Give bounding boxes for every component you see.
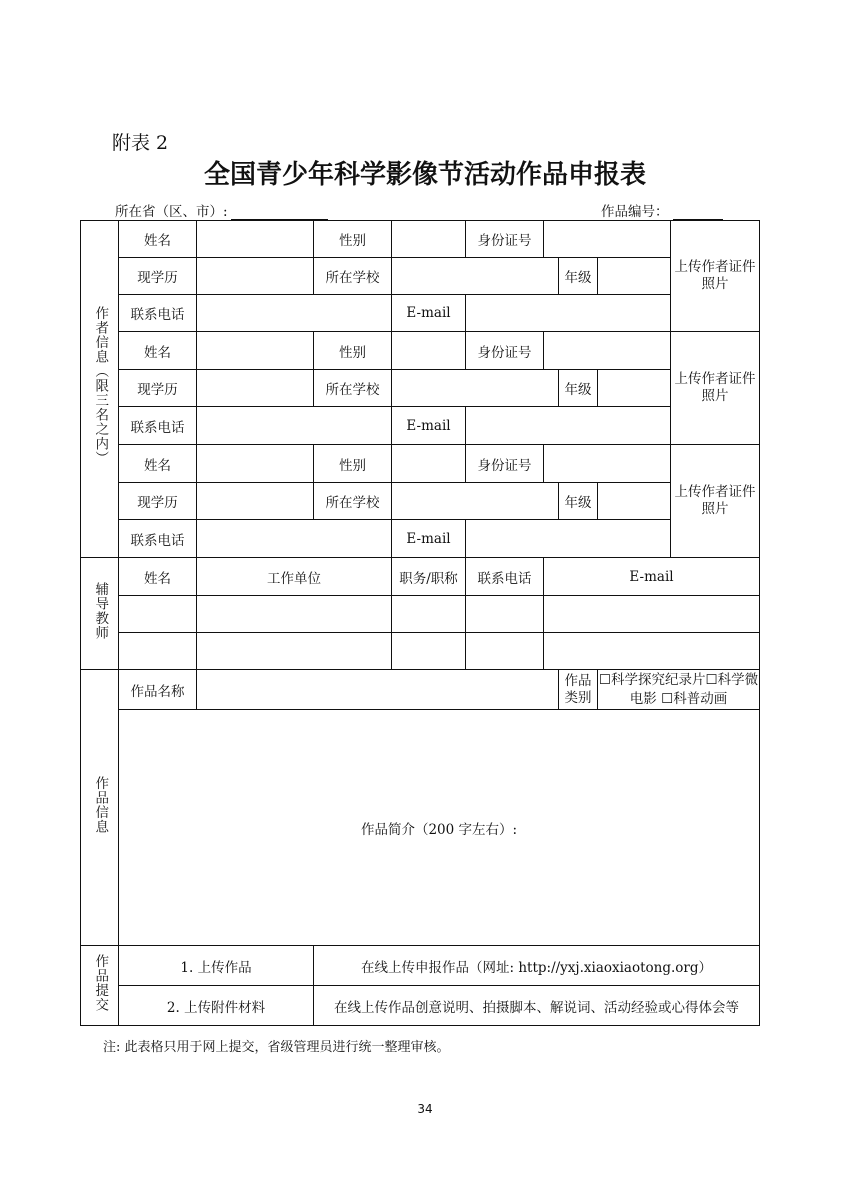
author-phone-cell	[197, 295, 392, 332]
submit-desc: 在线上传作品创意说明、拍摄脚本、解说词、活动经验或心得体会等	[314, 986, 760, 1026]
teacher-header-email: E-mail	[544, 558, 760, 596]
author-grade-cell	[598, 258, 671, 295]
teacher-cell	[466, 633, 544, 670]
author-gender-cell	[392, 221, 466, 258]
author-phone-label: 联系电话	[119, 520, 197, 558]
page-number: 34	[417, 1102, 433, 1116]
teacher-header-row	[81, 558, 760, 596]
author-email-cell	[466, 407, 671, 445]
author-3-row-1	[81, 445, 760, 483]
author-email-cell	[466, 520, 671, 558]
author-education-cell	[197, 370, 314, 407]
author-education-label: 现学历	[119, 483, 197, 520]
author-id-cell	[544, 445, 671, 483]
teacher-row-2	[81, 633, 760, 670]
work-intro-cell: 作品简介（200 字左右）:	[119, 710, 760, 946]
teacher-header-title: 职务/职称	[392, 558, 466, 596]
teacher-header-phone: 联系电话	[466, 558, 544, 596]
author-education-cell	[197, 258, 314, 295]
author-email-label: E-mail	[392, 295, 466, 332]
work-number-field	[601, 200, 723, 220]
author-3-row-2	[81, 483, 760, 520]
author-name-label: 姓名	[119, 221, 197, 258]
author-school-cell	[392, 370, 559, 407]
author-grade-cell	[598, 370, 671, 407]
author-email-label: E-mail	[392, 407, 466, 445]
submit-desc: 在线上传申报作品（网址: http://yxj.xiaoxiaotong.org）	[314, 946, 760, 986]
author-gender-cell	[392, 445, 466, 483]
author-name-label: 姓名	[119, 445, 197, 483]
author-gender-label: 性别	[314, 332, 392, 370]
submit-section-label: 作品提交	[81, 946, 119, 1026]
work-category-label: 作品类别	[559, 670, 598, 710]
author-1-row-2	[81, 258, 760, 295]
teacher-header-name: 姓名	[119, 558, 197, 596]
appendix-label: 附表 2	[112, 132, 169, 154]
work-number-label: 作品编号：	[601, 204, 669, 220]
teacher-cell	[544, 596, 760, 633]
author-school-label: 所在学校	[314, 370, 392, 407]
footnote: 注: 此表格只用于网上提交，省级管理员进行统一整理审核。	[103, 1040, 450, 1055]
author-name-cell	[197, 445, 314, 483]
author-name-label: 姓名	[119, 332, 197, 370]
author-grade-label: 年级	[559, 370, 598, 407]
province-field	[115, 200, 328, 220]
teacher-header-workplace: 工作单位	[197, 558, 392, 596]
author-phone-label: 联系电话	[119, 407, 197, 445]
author-1-row-3	[81, 295, 760, 332]
submit-row-2	[81, 986, 760, 1026]
author-gender-cell	[392, 332, 466, 370]
teacher-cell	[392, 596, 466, 633]
teacher-cell	[119, 633, 197, 670]
author-phone-cell	[197, 520, 392, 558]
author-1-row-1	[81, 221, 760, 258]
submit-row-1	[81, 946, 760, 986]
teacher-cell	[197, 596, 392, 633]
author-phone-cell	[197, 407, 392, 445]
teacher-cell	[466, 596, 544, 633]
author-3-row-3	[81, 520, 760, 558]
teacher-section-label: 辅导教师	[81, 558, 119, 670]
author-name-cell	[197, 332, 314, 370]
author-grade-label: 年级	[559, 258, 598, 295]
teacher-cell	[544, 633, 760, 670]
teacher-cell	[119, 596, 197, 633]
author-id-label: 身份证号	[466, 221, 544, 258]
author-school-label: 所在学校	[314, 483, 392, 520]
province-blank	[231, 205, 328, 220]
author-id-label: 身份证号	[466, 332, 544, 370]
work-category-options: ☐科学探究纪录片☐科学微电影 ☐科普动画	[598, 670, 760, 710]
author-grade-label: 年级	[559, 483, 598, 520]
form-title: 全国青少年科学影像节活动作品申报表	[203, 160, 646, 190]
author-id-cell	[544, 221, 671, 258]
author-id-cell	[544, 332, 671, 370]
author-photo-cell: 上传作者证件照片	[671, 332, 760, 445]
work-name-label: 作品名称	[119, 670, 197, 710]
author-grade-cell	[598, 483, 671, 520]
work-number-blank	[673, 205, 723, 220]
author-email-cell	[466, 295, 671, 332]
author-education-label: 现学历	[119, 258, 197, 295]
author-phone-label: 联系电话	[119, 295, 197, 332]
teacher-cell	[197, 633, 392, 670]
author-2-row-3	[81, 407, 760, 445]
author-school-cell	[392, 483, 559, 520]
author-photo-cell: 上传作者证件照片	[671, 445, 760, 558]
submit-item: 2. 上传附件材料	[119, 986, 314, 1026]
author-2-row-2	[81, 370, 760, 407]
author-gender-label: 性别	[314, 221, 392, 258]
author-2-row-1	[81, 332, 760, 370]
author-school-cell	[392, 258, 559, 295]
teacher-row-1	[81, 596, 760, 633]
author-education-label: 现学历	[119, 370, 197, 407]
author-education-cell	[197, 483, 314, 520]
work-intro-row	[81, 710, 760, 946]
work-name-cell	[197, 670, 559, 710]
work-name-row	[81, 670, 760, 710]
author-email-label: E-mail	[392, 520, 466, 558]
teacher-cell	[392, 633, 466, 670]
application-form-table	[80, 220, 760, 1026]
author-gender-label: 性别	[314, 445, 392, 483]
work-section-label: 作品信息	[81, 670, 119, 946]
province-label: 所在省（区、市）:	[115, 204, 228, 220]
submit-item: 1. 上传作品	[119, 946, 314, 986]
author-school-label: 所在学校	[314, 258, 392, 295]
author-photo-cell: 上传作者证件照片	[671, 221, 760, 332]
author-name-cell	[197, 221, 314, 258]
author-section-label: 作者信息（限三名之内）	[81, 221, 119, 558]
author-id-label: 身份证号	[466, 445, 544, 483]
